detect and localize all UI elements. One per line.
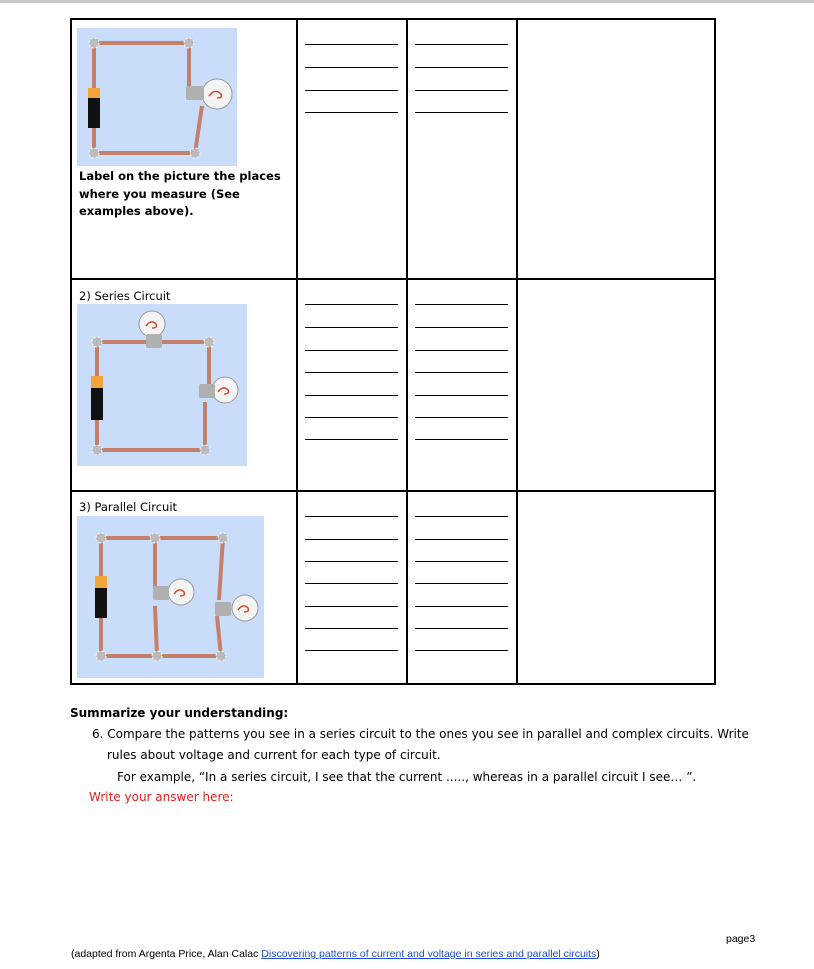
- answer-line[interactable]: [415, 417, 508, 418]
- answer-line[interactable]: [305, 67, 398, 68]
- battery-icon: [91, 376, 103, 420]
- answer-line[interactable]: [305, 417, 398, 418]
- question-6-line1: 6. Compare the patterns you see in a series circuit to the ones you see in parallel and complex circuits. Write: [92, 727, 749, 741]
- series-circuit-title: 2) Series Circuit: [79, 289, 171, 303]
- answer-line[interactable]: [415, 67, 508, 68]
- answer-line[interactable]: [415, 372, 508, 373]
- light-bulb-icon: [186, 79, 232, 109]
- battery-icon: [95, 576, 107, 618]
- answer-line[interactable]: [415, 304, 508, 305]
- series-circuit-drawing: [77, 304, 247, 466]
- answer-line[interactable]: [415, 539, 508, 540]
- answer-line[interactable]: [415, 516, 508, 517]
- answer-line[interactable]: [415, 628, 508, 629]
- answer-line[interactable]: [415, 395, 508, 396]
- answer-line[interactable]: [305, 350, 398, 351]
- answer-line[interactable]: [305, 628, 398, 629]
- answer-line[interactable]: [305, 112, 398, 113]
- answer-line[interactable]: [305, 561, 398, 562]
- answer-line[interactable]: [305, 44, 398, 45]
- answer-line[interactable]: [305, 90, 398, 91]
- answer-line[interactable]: [305, 304, 398, 305]
- column-divider: [516, 20, 518, 683]
- answer-line[interactable]: [305, 327, 398, 328]
- answer-line[interactable]: [305, 606, 398, 607]
- answer-line[interactable]: [415, 90, 508, 91]
- answer-line[interactable]: [305, 583, 398, 584]
- measurement-caption: Label on the picture the places where you measure (See examples above).: [79, 169, 281, 218]
- answer-line[interactable]: [305, 372, 398, 373]
- parallel-circuit-picture: [77, 516, 264, 678]
- column-divider: [296, 20, 298, 683]
- row-divider: [72, 490, 714, 492]
- source-link[interactable]: Discovering patterns of current and voltage in series and parallel circuits: [261, 948, 597, 960]
- answer-line[interactable]: [415, 439, 508, 440]
- answer-prompt[interactable]: Write your answer here:: [89, 790, 234, 804]
- answer-line[interactable]: [415, 327, 508, 328]
- source-credit: [71, 948, 600, 960]
- answer-line[interactable]: [415, 561, 508, 562]
- series-circuit-picture: [77, 304, 247, 466]
- light-bulb-icon: [153, 579, 194, 605]
- answer-line[interactable]: [415, 583, 508, 584]
- page-top-edge: [0, 0, 814, 3]
- question-6-line2: rules about voltage and current for each type of circuit.: [107, 748, 441, 762]
- question-6-example: For example, “In a series circuit, I see that the current ....., whereas in a parallel circuit I see… ”.: [117, 770, 697, 784]
- circuit-table: [70, 18, 716, 685]
- light-bulb-icon: [199, 377, 238, 403]
- credit-prefix: (adapted from Argenta Price, Alan Calac: [71, 948, 262, 960]
- row-divider: [72, 278, 714, 280]
- answer-line[interactable]: [415, 606, 508, 607]
- parallel-circuit-title: 3) Parallel Circuit: [79, 500, 178, 514]
- answer-line[interactable]: [305, 395, 398, 396]
- answer-line[interactable]: [305, 439, 398, 440]
- answer-line[interactable]: [415, 350, 508, 351]
- parallel-circuit-drawing: [77, 516, 264, 678]
- credit-suffix: ): [596, 948, 600, 960]
- answer-line[interactable]: [305, 516, 398, 517]
- answer-line[interactable]: [305, 539, 398, 540]
- simple-circuit-picture: [77, 28, 237, 166]
- answer-line[interactable]: [415, 112, 508, 113]
- answer-line[interactable]: [415, 650, 508, 651]
- summary-heading: Summarize your understanding:: [70, 706, 289, 720]
- answer-line[interactable]: [305, 650, 398, 651]
- answer-line[interactable]: [415, 44, 508, 45]
- column-divider: [406, 20, 408, 683]
- light-bulb-icon: [215, 595, 258, 621]
- battery-icon: [88, 88, 100, 128]
- simple-circuit-drawing: [77, 28, 237, 166]
- page-number: page3: [726, 933, 756, 945]
